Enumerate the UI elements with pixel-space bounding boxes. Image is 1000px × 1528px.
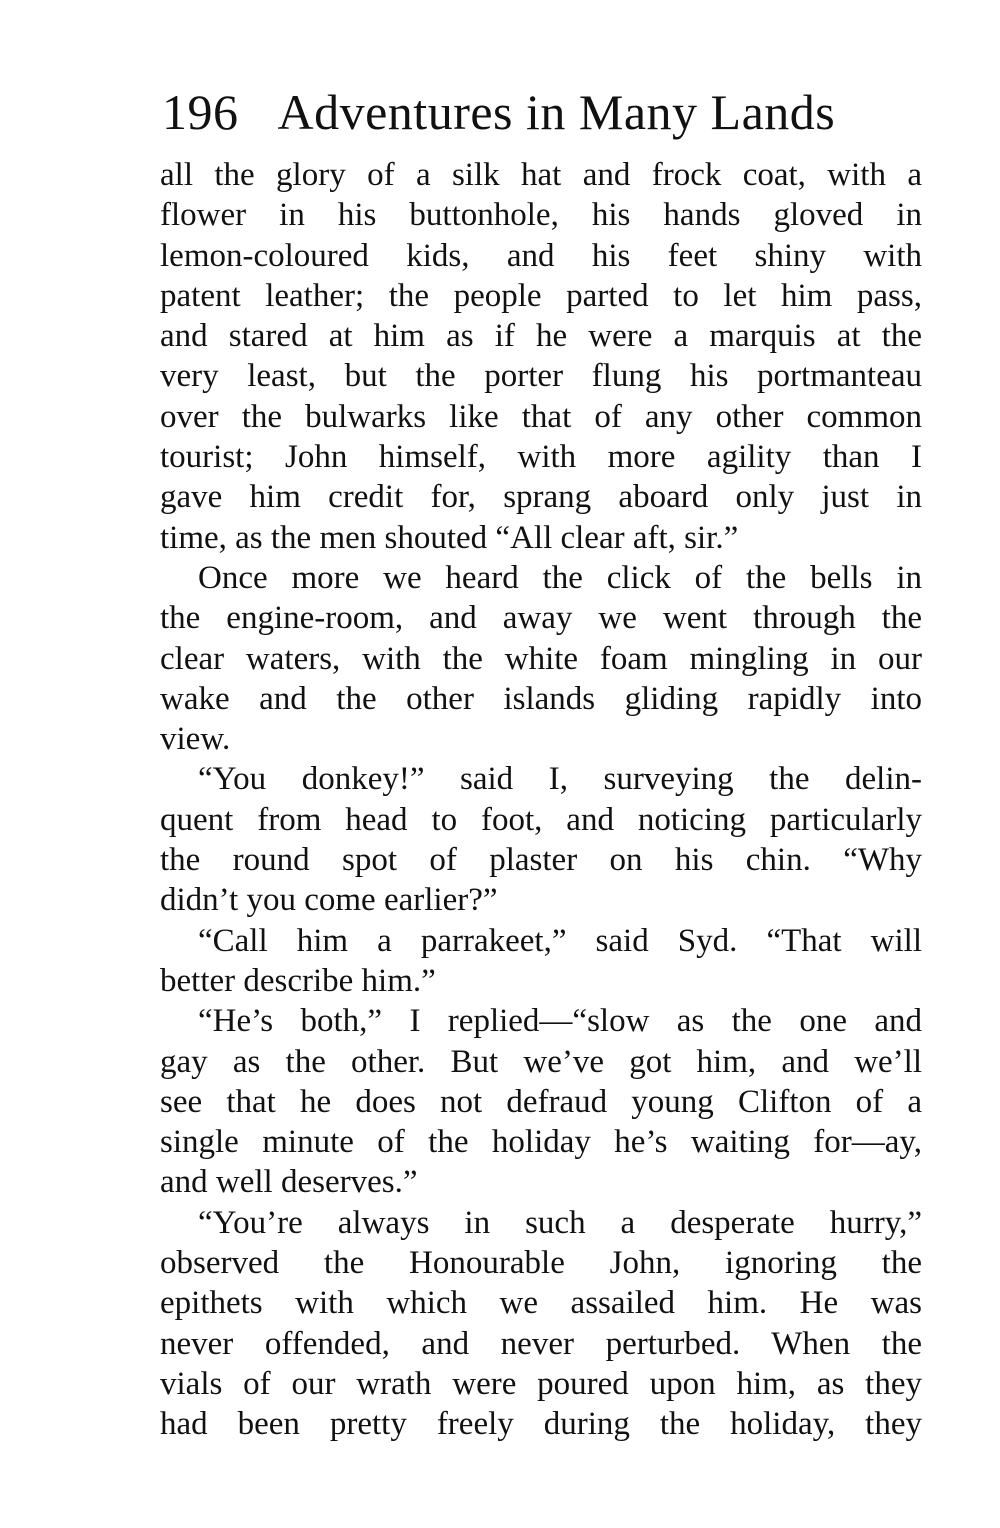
paragraph-start-line: “Call him a parrakeet,” said Syd. “That will [198, 922, 922, 959]
text-line: never offended, and never perturbed. When the [160, 1325, 922, 1362]
text-line: clear waters, with the white foam mingling in our [160, 640, 922, 677]
text-line: wake and the other islands gliding rapidly into [160, 680, 922, 717]
text-line: flower in his buttonhole, his hands gloved in [160, 197, 922, 234]
paragraph-start-line: “He’s both,” I replied—“slow as the one and [198, 1003, 922, 1040]
text-line: gay as the other. But we’ve got him, and we’ll [160, 1043, 922, 1080]
page-number: 196 [162, 84, 239, 140]
text-line: had been pretty freely during the holiday, they [160, 1406, 922, 1443]
text-line: the round spot of plaster on his chin. “Why [160, 842, 922, 879]
text-line: single minute of the holiday he’s waiting for—ay, [160, 1124, 922, 1161]
text-line: tourist; John himself, with more agility than I [160, 439, 922, 476]
text-line: quent from head to foot, and noticing particularly [160, 801, 922, 838]
paragraph-end-line: and well deserves.” [160, 1164, 418, 1201]
text-line: vials of our wrath were poured upon him, as they [160, 1365, 922, 1402]
book-title: Adventures in Many Lands [277, 84, 836, 140]
paragraph-start-line: “You donkey!” said I, surveying the delin- [198, 761, 922, 798]
text-line: all the glory of a silk hat and frock coat, with a [160, 157, 922, 193]
text-line: see that he does not defraud young Clifton of a [160, 1083, 922, 1120]
text-line: observed the Honourable John, ignoring the [160, 1245, 922, 1282]
paragraph-end-line: time, as the men shouted “All clear aft, sir.” [160, 519, 739, 556]
paragraph-end-line: better describe him.” [160, 962, 436, 999]
paragraph-start-line: Once more we heard the click of the bells in [198, 559, 922, 596]
body-text [160, 155, 922, 1445]
paragraph-start-line: “You’re always in such a desperate hurry,” [198, 1204, 922, 1241]
paragraph-end-line: didn’t you come earlier?” [160, 882, 498, 919]
text-line: lemon-coloured kids, and his feet shiny with [160, 237, 922, 274]
text-line: epithets with which we assailed him. He was [160, 1285, 922, 1322]
text-line: gave him credit for, sprang aboard only just in [160, 479, 922, 516]
text-line: patent leather; the people parted to let him pass, [160, 277, 922, 314]
text-line: very least, but the porter flung his portmanteau [160, 358, 922, 395]
text-line: and stared at him as if he were a marquis at the [160, 318, 922, 355]
text-line: the engine-room, and away we went through the [160, 600, 922, 637]
running-head [162, 80, 922, 144]
text-line: over the bulwarks like that of any other common [160, 398, 922, 435]
paragraph-end-line: view. [160, 721, 231, 758]
